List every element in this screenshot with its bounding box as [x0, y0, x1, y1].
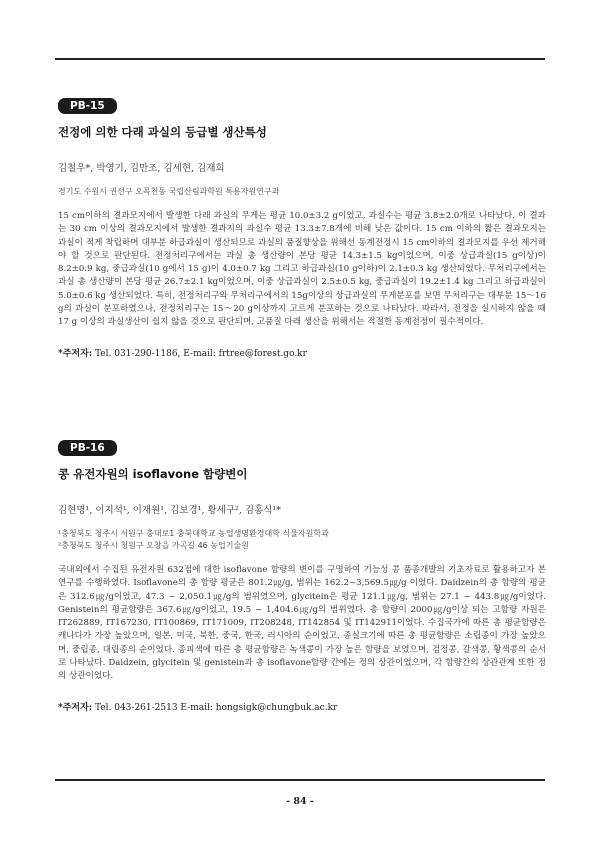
affiliation-list: [58, 528, 546, 552]
abstract-pb-16: [58, 436, 546, 713]
bottom-rule: [55, 779, 545, 781]
abstract-title: 콩 유전자원의 isoflavone 함량변이: [58, 467, 248, 481]
corresponding-author: [58, 700, 546, 713]
abstract-title: 전정에 의한 다래 과실의 등급별 생산특성: [58, 125, 267, 139]
corresponding-author: [58, 346, 546, 359]
affiliation-line: 경기도 수원시 권선구 오목천동 국립산림과학원 특용자원연구과: [58, 187, 280, 196]
contact-label: *주저자:: [58, 348, 93, 359]
contact-info: Tel. 031-290-1186, E-mail: frtree@forest.go.kr: [95, 348, 307, 359]
affiliation-line: ²충청북도 청주시 청원구 오창읍 가곡길 46 농업기술원: [58, 541, 249, 550]
abstract-body: 15 cm이하의 결과모지에서 발생한 다래 과실의 무게는 평균 10.0±3.2 g이었고, 과실수는 평균 3.8±2.0개로 나타났다. 이 결과는 30 cm 이상의 결과모지에서 발생한 결과지의 과실수 평균 13.3±7.8개에 비해 낮은 값이다. 15 cm 이하의 짧은 결과모지는 과실이 적게 착립하며 대부분 하급과실이 생산되므로 과실의 품질향상을 위해선 동계전정시 15 cm이하의 결과모지를 우선 제거해야 할 것으로 판단된다. 전정처리구에서는 과실 총 생산량이 본당 평균 14.3±1.5 kg이었으며, 이중 상급과실(15 g이상)이 8.2±0.9 kg, 중급과실(10 g에서 15 g)이 4.0±0.7 kg 그리고 하급과실(10 g이하)이 2.1±0.3 kg 생산되었다. 무처리구에서는 과실 총 생산량이 본당 평균 26.7±2.1 kg이었으며, 이중 상급과실이 2.5±0.5 kg, 중급과실이 19.2±1.4 kg 그리고 하급과실이 5.0±0.6 kg 생산되었다. 특히, 전정처리구와 무처리구에서의 15g이상의 상급과실의 무게분포를 보면 무처리구는 대부분 15～16 g의 과실이 분포하였으나, 전정처리구는 15～20 g이상까지 고르게 분포하는 것으로 나타났다. 따라서, 전정을 실시하지 않을 때 17 g 이상의 과실생산이 쉽지 않을 것으로 판단되며, 고품질 다래 생산을 위해서는 적절한 동계전정이 필수적이다.: [58, 211, 546, 328]
abstract-body: 국내외에서 수집된 유전자원 632점에 대한 isoflavone 함량의 변이를 구명하여 기능성 콩 품종개발의 기초자료로 활용하고자 본 연구를 수행하였다. Isoflavone의 총 함량 평균은 801.2㎍/g, 범위는 162.2~3,569.5㎍/g 이었다. Daidzein의 총 함량의 평균은 312.6㎍/g이었고, 47.3 ~ 2,050.1㎍/g의 범위였으며, glycitein은 평균 121.1㎍/g, 범위는 27.1 ~ 443.8㎍/g이었다. Genistein의 평균함량은 367.6㎍/g이었고, 19.5 ~ 1,404.6㎍/g의 범위였다. 총 함량이 2000㎍/g이상 되는 고함량 자원은 IT262889, IT167230, IT100869, IT171009, IT208248, IT142854 및 IT142911이었다. 수집국가에 따른 총 평균함량은 캐나다가 가장 높았으며, 일본, 미국, 북한, 중국, 한국, 러시아의 순이었고, 종실크기에 따른 총 평균함량은 소립종이 가장 높았으며, 중립종, 대립종의 순이었다. 종피색에 따른 총 평균함량은 녹색콩이 가장 높은 함량을 보였으며, 검정콩, 갈색콩, 황색콩의 순서로 나타났다. Daidzein, glycitein 및 genistein과 총 isoflavone함량 간에는 정의 상관이었으며, 각 함량간의 상관관계 또한 정의 상관이었다.: [58, 565, 546, 682]
author-list: 김철우*, 박영기, 김만조, 김세현, 김재희: [58, 163, 225, 174]
affiliation-list: [58, 186, 546, 198]
author-list: 김현명¹, 이지석¹, 이재원¹, 김보경¹, 황세구², 김홍식¹*: [58, 505, 281, 516]
abstract-id-badge: PB-16: [58, 440, 117, 456]
abstract-id-badge: PB-15: [58, 98, 117, 114]
page-number: - 84 -: [286, 796, 314, 807]
contact-info: Tel. 043-261-2513 E-mail: hongsigk@chungbuk.ac.kr: [95, 702, 338, 713]
abstract-pb-15: [58, 94, 546, 359]
affiliation-line: ¹충청북도 청주시 서원구 충대로1 충북대학교 농업생명환경대학 식물자원학과: [58, 529, 329, 538]
contact-label: *주저자:: [58, 702, 93, 713]
top-rule: [55, 58, 545, 60]
